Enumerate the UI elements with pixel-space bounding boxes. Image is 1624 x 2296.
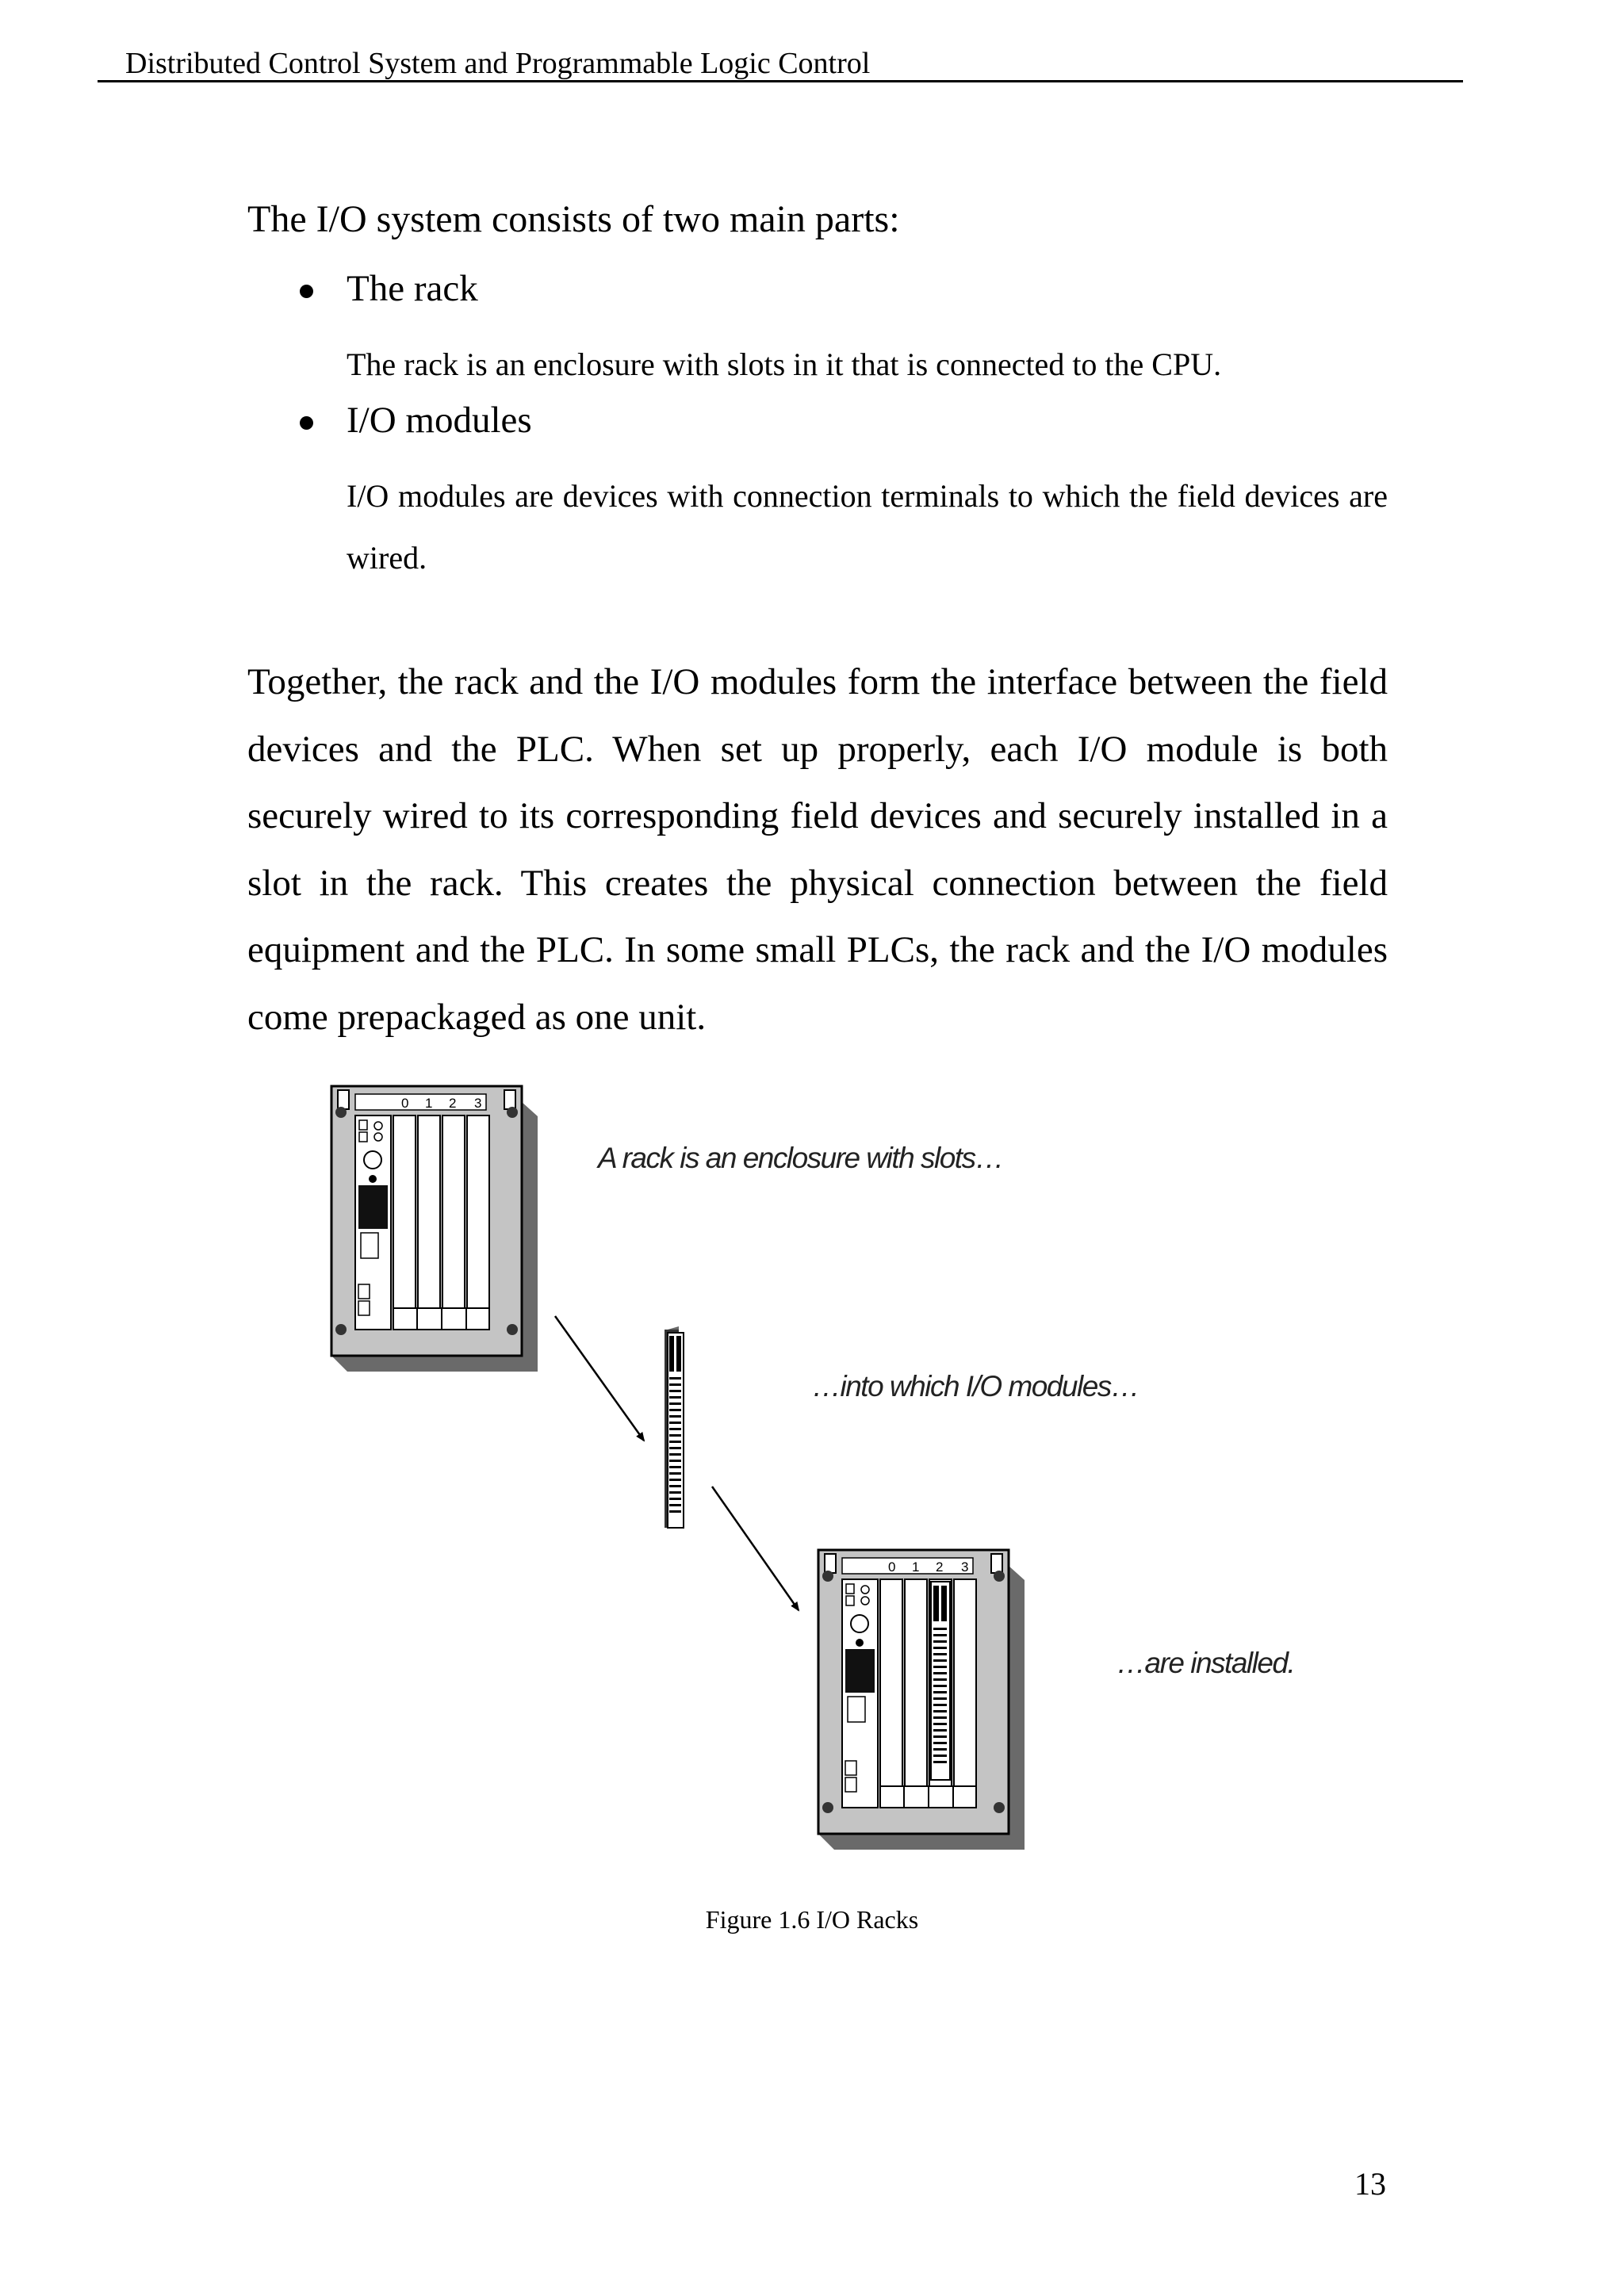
figure-caption: Figure 1.6 I/O Racks [705,1905,919,1934]
rack-slot-number: 0 [888,1559,896,1575]
bullet-description: The rack is an enclosure with slots in it that is connected to the CPU. [347,346,1222,382]
bullet-dot [300,416,313,430]
intro-sentence: The I/O system consists of two main parts: [247,198,900,240]
rack-slot-number: 1 [912,1559,920,1575]
body-paragraph: Together, the rack and the I/O modules form the interface between the field devices and the PLC. When set up properly, each I/O module is both securely wired to its corresponding field devices and securely installed in a slot in the rack. This creates the physical connection between the field equipment and the PLC. In some small PLCs, the rack and the I/O modules come prepackaged as one unit. [247,661,1388,1038]
bullet-title: I/O modules [347,400,532,441]
bullet-title: The rack [347,268,478,309]
rack-slot-number: 3 [961,1559,969,1575]
arrow-module-to-rack [712,1487,799,1610]
arrow-rack-to-module [555,1316,644,1441]
rack-slot-number: 3 [474,1096,482,1111]
figure-label-modules: …into which I/O modules… [812,1370,1139,1402]
io-racks-figure [325,1074,1316,1867]
header-rule [98,80,1463,82]
figure-label-rack: A rack is an enclosure with slots… [598,1142,1004,1174]
running-header: Distributed Control System and Programmable Logic Control [125,47,871,80]
bullet-dot [300,285,313,298]
page-number: 13 [1354,2166,1386,2202]
bullet-description: I/O modules are devices with connection terminals to which the field devices are wired. [347,478,1388,576]
rack-slot-number: 2 [936,1559,944,1575]
io-racks-illustration [325,1074,1316,1867]
rack-slot-number: 1 [425,1096,433,1111]
rack-slot-number: 0 [401,1096,409,1111]
installed-rack-illustration [818,1550,1025,1850]
rack-slot-number: 2 [449,1096,457,1111]
io-module-illustration [665,1326,684,1528]
empty-rack-illustration [331,1086,538,1372]
figure-label-installed: …are installed. [1116,1647,1295,1679]
